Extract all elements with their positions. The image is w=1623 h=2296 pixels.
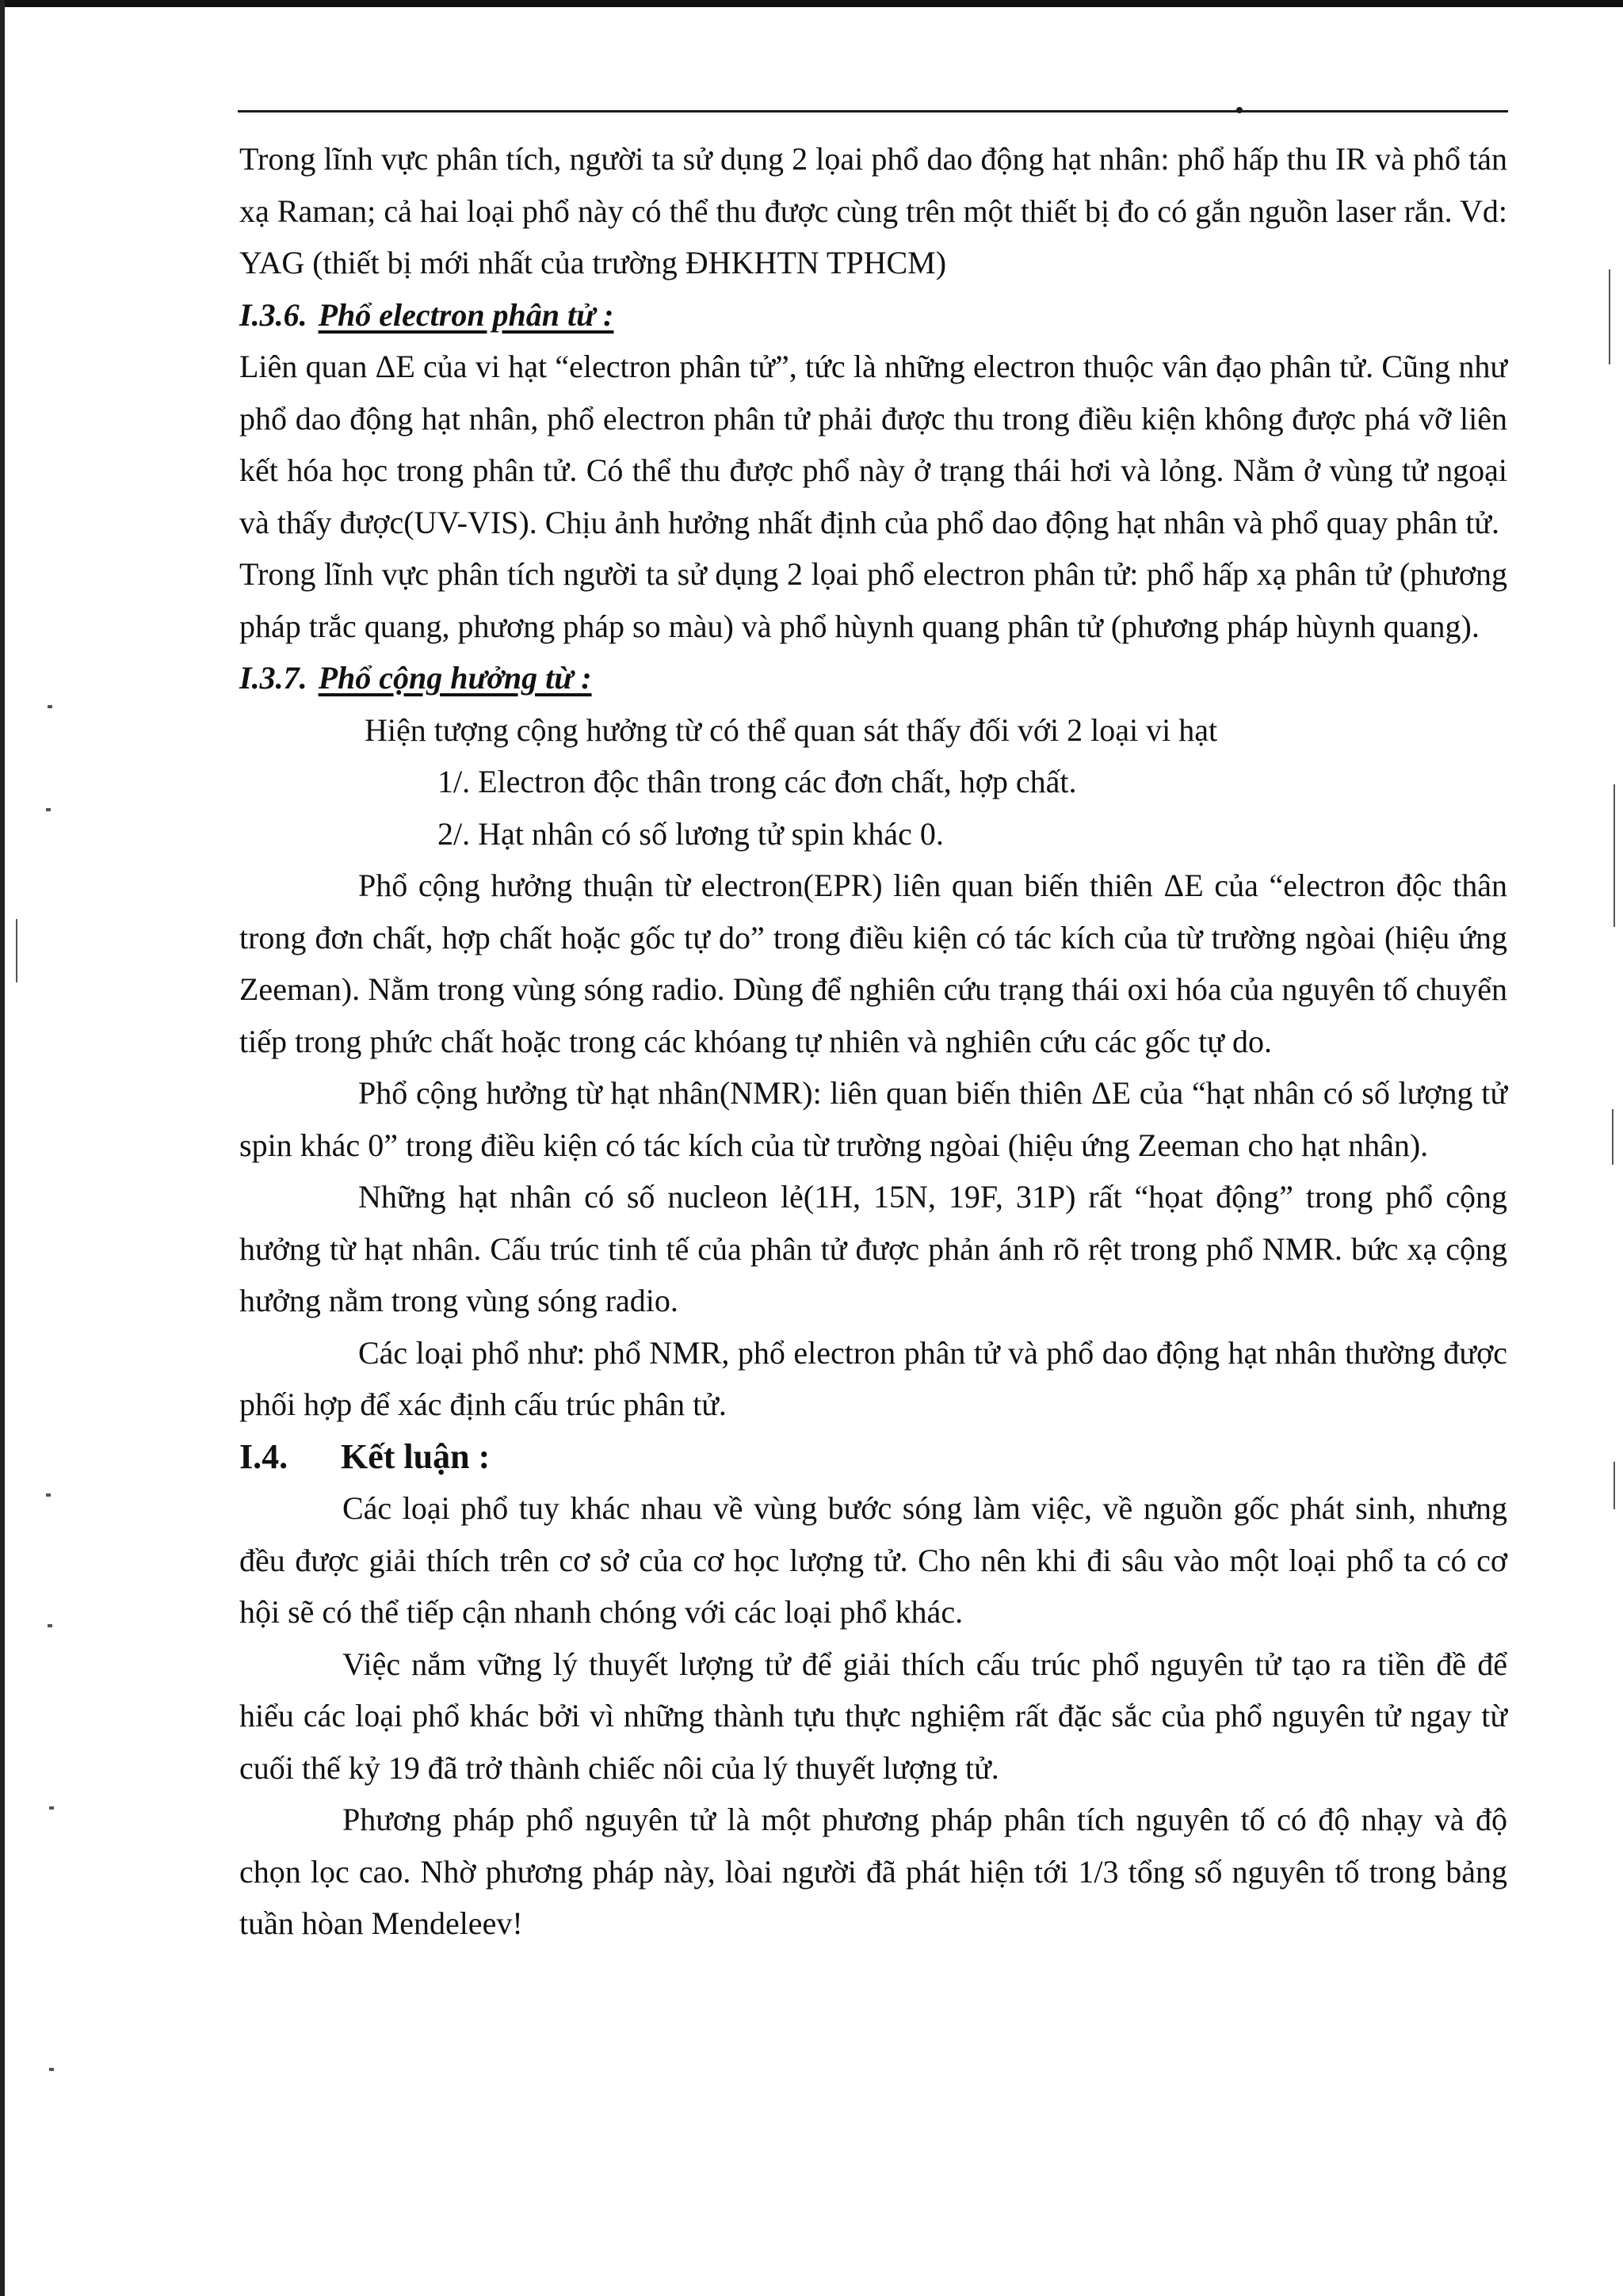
right-margin-bar: [1613, 784, 1615, 927]
list-item: 2/. Hạt nhân có số lương tử spin khác 0.: [437, 815, 944, 852]
left-margin-mark: [46, 808, 51, 811]
section-heading-1-3-7: [239, 652, 1507, 704]
paragraph: Phương pháp phổ nguyên tử là một phương pháp phân tích nguyên tố có độ nhạy và độ chọn lọc cao. Nhờ phương pháp này, lòai người đã phát hiện tới 1/3 tổng số nguyên tố trong bảng tuần hòan Mendeleev!: [239, 1802, 1507, 1941]
header-rule-dot: [1236, 107, 1243, 113]
paragraph: Những hạt nhân có số nucleon lẻ(1H, 15N, 19F, 31P) rất “họat động” trong phổ cộng hưởng từ hạt nhân. Cấu trúc tinh tế của phân tử được phản ánh rõ rệt trong phổ NMR. bức xạ cộng hưởng nằm trong vùng sóng radio.: [239, 1179, 1507, 1318]
right-margin-bar: [1609, 269, 1610, 364]
section-heading-1-3-6: [239, 289, 1507, 341]
section-heading-1-4: [239, 1431, 1507, 1483]
right-margin-bar: [1613, 1462, 1615, 1509]
paragraph: Phổ cộng hưởng từ hạt nhân(NMR): liên quan biến thiên ΔE của “hạt nhân có số lượng tử spin khác 0” trong điều kiện có tác kích của từ trường ngòai (hiệu ứng Zeeman cho hạt nhân).: [239, 1075, 1507, 1163]
left-margin-bar: [16, 919, 17, 982]
left-margin-mark: [46, 1493, 51, 1497]
list-item: 1/. Electron độc thân trong các đơn chất, hợp chất.: [437, 764, 1077, 799]
paragraph: Các loại phổ như: phổ NMR, phổ electron phân tử và phổ dao động hạt nhân thường được phối hợp để xác định cấu trúc phân tử.: [239, 1334, 1507, 1422]
section-title: Phổ electron phân tử :: [318, 296, 614, 333]
section-number: I.3.7.: [239, 660, 307, 696]
scan-top-border: [0, 0, 1623, 7]
paragraph: Các loại phổ tuy khác nhau về vùng bước sóng làm việc, về nguồn gốc phát sinh, nhưng đều được giải thích trên cơ sở của cơ học lượng tử. Cho nên khi đi sâu vào một loại phổ ta có cơ hội sẽ có thể tiếp cận nhanh chóng với các loại phổ khác.: [239, 1490, 1507, 1630]
left-margin-mark: [48, 705, 52, 708]
paragraph: Liên quan ΔE của vi hạt “electron phân tử”, tức là những electron thuộc vân đạo phân tử. Cũng như phổ dao động hạt nhân, phổ electron phân tử phải được thu trong điều kiện không được phá vỡ liên kết hóa học trong phân tử. Có thể thu được phổ này ở trạng thái hơi và lỏng. Nằm ở vùng tử ngoại và thấy được(UV-VIS). Chịu ảnh hưởng nhất định của phổ dao động hạt nhân và phổ quay phân tử.: [239, 349, 1507, 540]
paragraph: Việc nắm vững lý thuyết lượng tử để giải thích cấu trúc phổ nguyên tử tạo ra tiền đề để hiểu các loại phổ khác bởi vì những thành tựu thực nghiệm rất đặc sắc của phổ nguyên tử ngay từ cuối thế kỷ 19 đã trở thành chiếc nôi của lý thuyết lượng tử.: [239, 1646, 1507, 1786]
page-content: [239, 133, 1507, 1950]
section-number: I.3.6.: [239, 296, 307, 333]
section-title: Kết luận :: [341, 1436, 491, 1476]
section-intro: Hiện tượng cộng hưởng từ có thể quan sát thấy đối với 2 loại vi hạt: [365, 711, 1218, 748]
right-margin-bar: [1612, 1109, 1613, 1165]
header-rule: [238, 110, 1508, 113]
section-number: I.4.: [239, 1436, 288, 1476]
left-margin-mark: [49, 2068, 54, 2071]
paragraph: Trong lĩnh vực phân tích người ta sử dụng 2 lọai phổ electron phân tử: phổ hấp xạ phân tử (phương pháp trắc quang, phương pháp so màu) và phổ hùynh quang phân tử (phương pháp hùynh quang).: [239, 556, 1507, 644]
scan-left-border: [0, 0, 5, 2296]
paragraph: Phổ cộng hưởng thuận từ electron(EPR) liên quan biến thiên ΔE của “electron độc thân trong đơn chất, hợp chất hoặc gốc tự do” trong điều kiện có tác kích của từ trường ngòai (hiệu ứng Zeeman). Nằm trong vùng sóng radio. Dùng để nghiên cứu trạng thái oxi hóa của nguyên tố chuyển tiếp trong phức chất hoặc trong các khóang tự nhiên và nghiên cứu các gốc tự do.: [239, 868, 1507, 1059]
left-margin-mark: [49, 1806, 54, 1810]
paragraph: Trong lĩnh vực phân tích, người ta sử dụng 2 lọai phổ dao động hạt nhân: phổ hấp thu IR và phổ tán xạ Raman; cả hai loại phổ này có thể thu được cùng trên một thiết bị đo có gắn nguồn laser rắn. Vd: YAG (thiết bị mới nhất của trường ĐHKHTN TPHCM): [239, 141, 1507, 280]
left-margin-mark: [48, 1624, 52, 1627]
section-title: Phổ cộng hưởng từ :: [318, 660, 592, 696]
